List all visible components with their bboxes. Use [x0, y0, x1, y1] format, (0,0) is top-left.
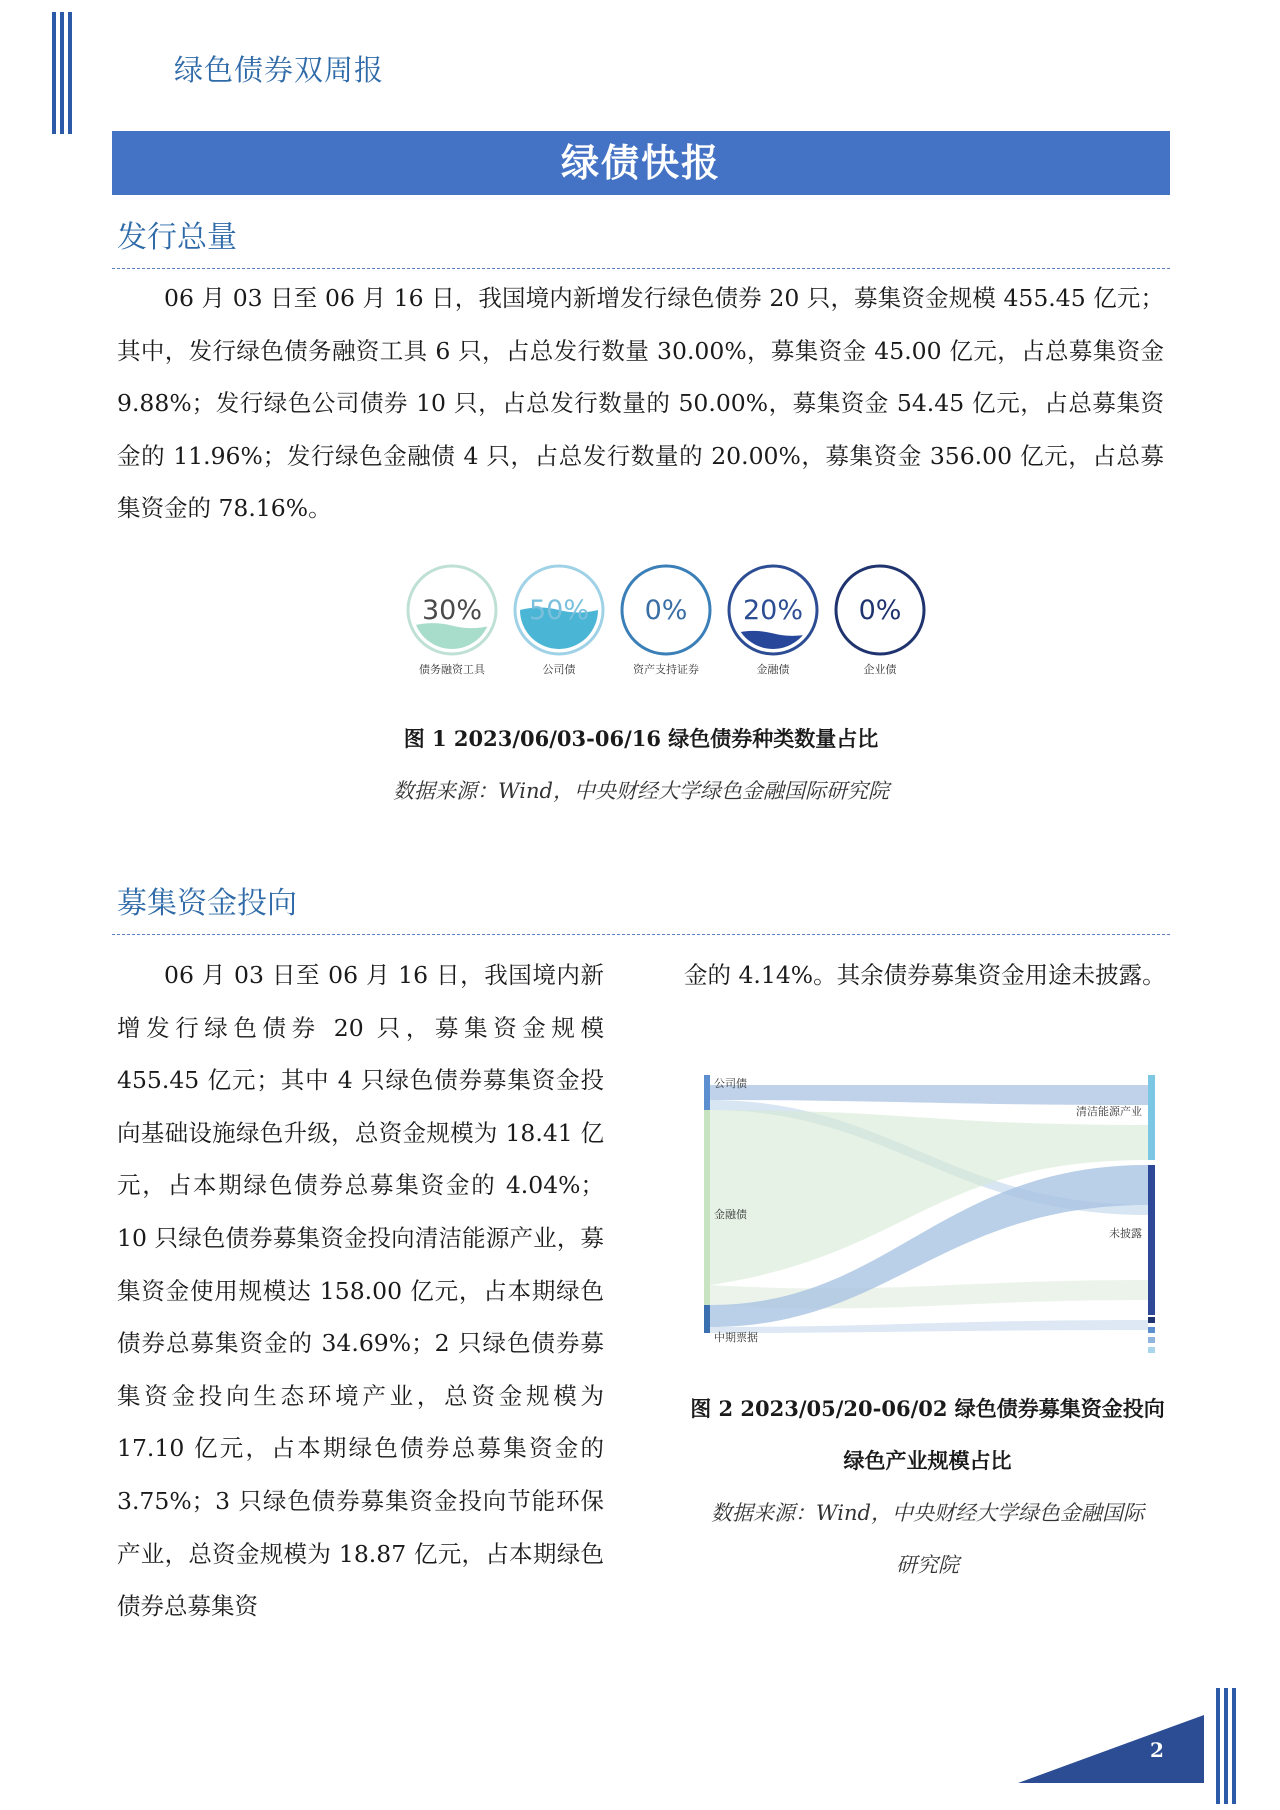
- gauge-value: 0%: [858, 595, 902, 626]
- header-bar-left-2: [60, 12, 64, 134]
- figure2-source-line2: 研究院: [896, 1553, 959, 1577]
- figure1-caption: 图 1 2023/06/03-06/16 绿色债券种类数量占比: [403, 726, 879, 751]
- footer-triangle: [1018, 1715, 1208, 1810]
- gauge-label: 资产支持证券: [633, 663, 699, 676]
- section-divider: [112, 268, 1170, 269]
- sankey-node-small-2: [1148, 1327, 1155, 1333]
- sankey-node-mtn: [704, 1305, 710, 1333]
- gauge-label: 企业债: [863, 663, 897, 676]
- sankey-label-mtn: 中期票据: [714, 1331, 758, 1344]
- sankey-node-small-3: [1148, 1337, 1155, 1343]
- header-bar-left-1: [52, 12, 56, 134]
- gauge-value: 50%: [528, 595, 590, 626]
- gauge-value: 30%: [421, 595, 483, 626]
- gauge-value: 0%: [644, 595, 688, 626]
- sankey-node-small-4: [1148, 1347, 1155, 1353]
- gauge-value: 20%: [742, 595, 804, 626]
- sankey-label-financial: 金融债: [714, 1208, 747, 1221]
- section-divider: [112, 934, 1170, 935]
- footer-bar-right-2: [1224, 1688, 1228, 1804]
- sankey-node-undisclosed: [1148, 1165, 1155, 1315]
- sankey-node-corporate: [704, 1075, 710, 1110]
- header-title: 绿色债券双周报: [174, 53, 385, 87]
- footer-bar-right-3: [1232, 1688, 1236, 1804]
- sankey-node-financial: [704, 1110, 710, 1305]
- gauge: [836, 566, 924, 676]
- use-of-funds-paragraph-left: 06 月 03 日至 06 月 16 日，我国境内新增发行绿色债券 20 只，募集资金规模 455.45 亿元；其中 4 只绿色债券募集资金投向基础设施绿色升级，总资金规模为 18.41 亿元，占本期绿色债券总募集资金的 4.04%；10 只绿色债券募集资金投向清洁能源产业，募集资金使用规模达 158.00 亿元，占本期绿色债券总募集资金的 34.69%；2 只绿色债券募集资金投向生态环境产业，总资金规模为 17.10 亿元，占本期绿色债券总募集资金的 3.75%；3 只绿色债券募集资金投向节能环保产业，总资金规模为 18.87 亿元，占本期绿色债券总募集资: [117, 961, 604, 1621]
- header-bar-left-3: [68, 12, 72, 134]
- figure2-caption-line2: 绿色产业规模占比: [843, 1448, 1012, 1473]
- gauge: [515, 566, 603, 676]
- section-title-use-of-funds: 募集资金投向: [117, 886, 297, 921]
- issuance-paragraph: 06 月 03 日至 06 月 16 日，我国境内新增发行绿色债券 20 只，募集资金规模 455.45 亿元；其中，发行绿色债务融资工具 6 只，占总发行数量 30.00%，募集资金 45.00 亿元，占总募集资金 9.88%；发行绿色公司债券 10 只，占总发行数量的 50.00%，募集资金 54.45 亿元，占总募集资金的 11.96%；发行绿色金融债 4 只，占总发行数量的 20.00%，募集资金 356.00 亿元，占总募集资金的 78.16%。: [117, 284, 1164, 523]
- section-title-issuance: 发行总量: [117, 220, 237, 255]
- figure2-caption-line1: 图 2 2023/05/20-06/02 绿色债券募集资金投向: [690, 1396, 1165, 1421]
- gauge-label: 公司债: [542, 663, 576, 676]
- sankey-chart: [690, 1065, 1170, 1370]
- sankey-label-undisclosed: 未披露: [1109, 1227, 1142, 1240]
- sankey-node-clean: [1148, 1075, 1155, 1160]
- use-of-funds-paragraph-right: 金的 4.14%。其余债券募集资金用途未披露。: [684, 961, 1166, 989]
- figure2-source-line1: 数据来源：Wind，中央财经大学绿色金融国际: [711, 1501, 1144, 1525]
- gauge: [622, 566, 710, 676]
- gauge-label: 金融债: [756, 663, 790, 676]
- gauge-chart: [395, 560, 955, 680]
- figure1-source: 数据来源：Wind，中央财经大学绿色金融国际研究院: [393, 779, 889, 803]
- footer-bar-right-1: [1216, 1688, 1220, 1804]
- sankey-node-small-1: [1148, 1317, 1155, 1323]
- page-number: 2: [1150, 1738, 1164, 1762]
- sankey-label-corporate: 公司债: [714, 1077, 747, 1090]
- gauge-label: 债务融资工具: [419, 663, 485, 676]
- gauge: [408, 566, 496, 676]
- sankey-label-clean: 清洁能源产业: [1076, 1105, 1142, 1118]
- gauge: [729, 566, 817, 676]
- banner-title: 绿债快报: [112, 131, 1170, 195]
